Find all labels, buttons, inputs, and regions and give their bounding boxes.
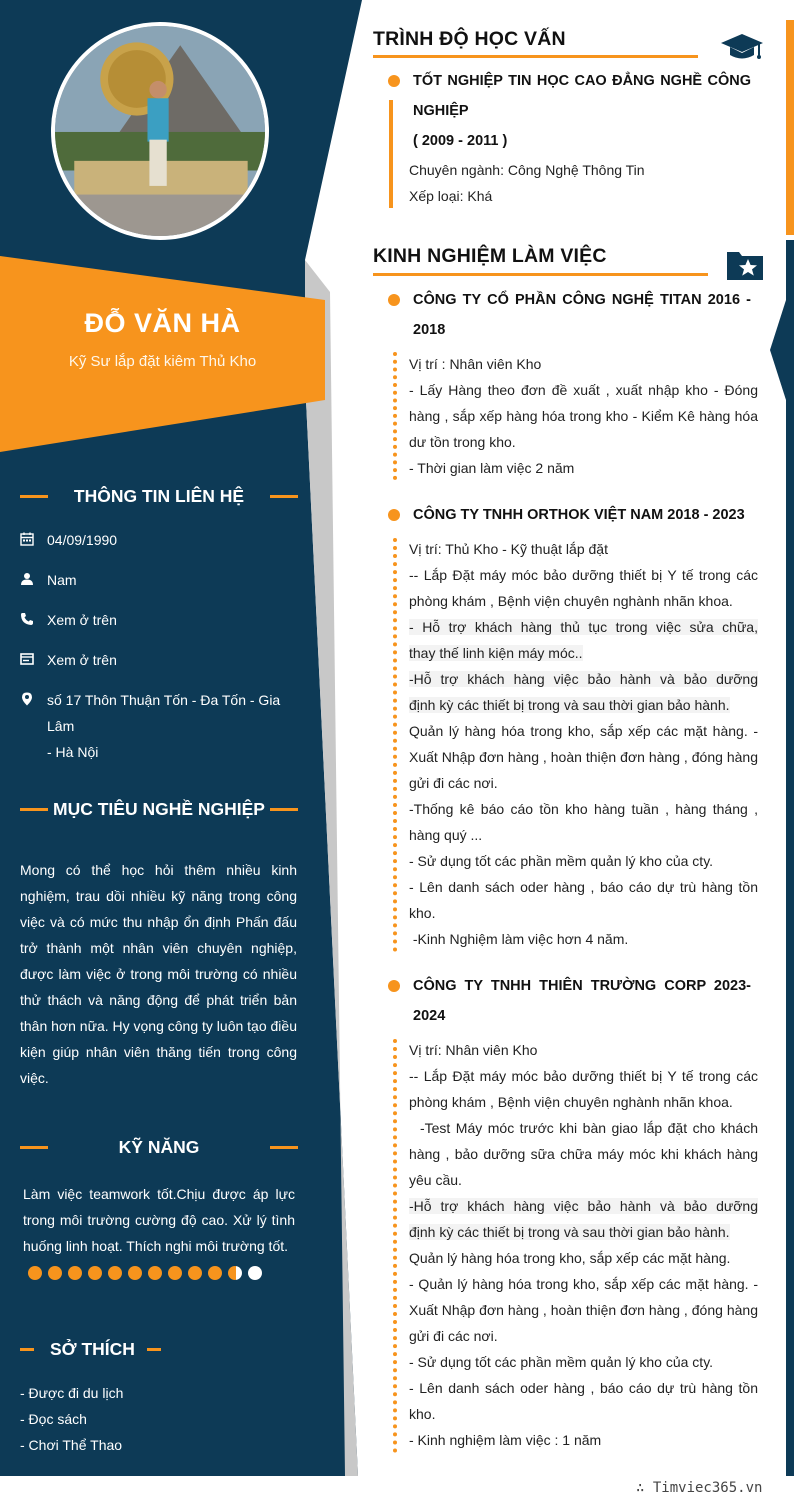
skill-dot: [28, 1266, 42, 1280]
skill-dot: [108, 1266, 122, 1280]
education-bullet: [388, 75, 400, 87]
skills-text: Làm việc teamwork tốt.Chịu được áp lực trong môi trường cường độ cao. Xử lý tình huống linh hoạt. Thích nghi môi trường tốt.: [23, 1186, 295, 1254]
skill-dot: [148, 1266, 162, 1280]
job-3-line: -- Lắp Đặt máy móc bảo dưỡng thiết bị Y tế trong các: [409, 1068, 758, 1084]
job-1-line: - Lấy Hàng theo đơn đề xuất , xuất nhập kho - Đóng: [409, 382, 758, 398]
phone-icon: [20, 607, 47, 633]
job-2-line: thay thế linh kiện máy móc..: [409, 645, 583, 661]
job-2-line: Vị trí: Thủ Kho - Kỹ thuật lắp đặt: [409, 541, 608, 557]
education-underline: [373, 55, 698, 58]
skill-dot: [208, 1266, 222, 1280]
hobbies-heading: SỞ THÍCH: [20, 1337, 298, 1361]
job-2-bullet: [388, 509, 400, 521]
job-3-line: Vị trí: Nhân viên Kho: [409, 1042, 538, 1058]
job-1-bullet: [388, 294, 400, 306]
job-2-line: -Hỗ trợ khách hàng việc bảo hành và bảo dưỡng: [409, 671, 758, 687]
education-bar: [389, 100, 393, 208]
contact-phone: Xem ở trên: [20, 607, 310, 633]
contact-address: số 17 Thôn Thuận Tốn - Đa Tốn - Gia Lâm - Hà Nội: [20, 687, 310, 765]
job-1-line: hàng , sắp xếp hàng hóa trong kho - Kiểm Kê hàng hóa: [409, 408, 758, 424]
job-2-line: phòng khám , Bệnh viện chuyên nghành nhãn khoa.: [409, 593, 733, 609]
job-1-line: Vị trí : Nhân viên Kho: [409, 356, 542, 372]
job-3-line: - Lên danh sách oder hàng , báo cáo dự trù hàng tồn: [409, 1380, 758, 1396]
candidate-role: Kỹ Sư lắp đặt kiêm Thủ Kho: [68, 353, 257, 370]
job-2-line: kho.: [409, 905, 436, 921]
contact-gender: Nam: [20, 567, 310, 593]
job-2-timeline: [393, 538, 397, 952]
skill-dot: [48, 1266, 62, 1280]
job-3-line: yêu cầu.: [409, 1172, 462, 1188]
contact-birthday: 04/09/1990: [20, 527, 310, 553]
job-2-line: định kỳ các thiết bị trong và sau thời gian bảo hành.: [409, 697, 730, 713]
profile-photo: [51, 22, 269, 240]
contact-heading: THÔNG TIN LIÊN HỆ: [20, 484, 298, 508]
job-2-line: Xuất Nhập đơn hàng , hoàn thiện đơn hàng , đóng hàng: [409, 749, 758, 765]
job-2-line: - Hỗ trợ khách hàng thủ tục trong việc sửa chữa,: [409, 619, 758, 635]
experience-heading: KINH NGHIỆM LÀM VIỆC: [373, 245, 607, 267]
job-3-line: hàng , bảo dưỡng sữa chữa máy móc khi khách hàng: [409, 1146, 758, 1162]
candidate-name: ĐỖ VĂN HÀ: [84, 308, 241, 338]
job-2-line: -Thống kê báo cáo tồn kho hàng tuần , hàng tháng ,: [409, 801, 758, 817]
job-3-line: - Kinh nghiệm làm việc : 1 năm: [409, 1432, 602, 1448]
job-2-line: - Sử dụng tốt các phần mềm quản lý kho của cty.: [409, 853, 714, 869]
job-1-title: CÔNG TY CỔ PHẦN CÔNG NGHỆ TITAN 2016 - 2018: [413, 292, 751, 338]
job-2-line: gửi đi các nơi.: [409, 775, 498, 791]
job-1-line: - Thời gian làm việc 2 năm: [409, 460, 575, 476]
job-3-line: Xuất Nhập đơn hàng , hoàn thiện đơn hàng , đóng hàng: [409, 1302, 758, 1318]
hobby-item: - Đọc sách: [20, 1411, 87, 1427]
job-2-line: - Lên danh sách oder hàng , báo cáo dự trù hàng tồn: [409, 879, 758, 895]
experience-underline: [373, 273, 708, 276]
job-3-timeline: [393, 1039, 397, 1453]
job-3-bullet: [388, 980, 400, 992]
hobby-item: - Chơi Thể Thao: [20, 1437, 123, 1453]
email-icon: [20, 647, 47, 673]
person-icon: [20, 567, 47, 593]
job-3-line: -Hỗ trợ khách hàng việc bảo hành và bảo dưỡng: [409, 1198, 758, 1214]
job-2-line: -- Lắp Đặt máy móc bảo dưỡng thiết bị Y tế trong các: [409, 567, 758, 583]
skills-heading: KỸ NĂNG: [20, 1135, 298, 1159]
skill-dot: [188, 1266, 202, 1280]
timviec-logo: ∴ Timviec365.vn: [636, 1480, 763, 1496]
education-grade: Xếp loại: Khá: [409, 188, 493, 204]
skill-dot: [128, 1266, 142, 1280]
job-2-title: CÔNG TY TNHH ORTHOK VIỆT NAM 2018 - 2023: [413, 507, 745, 523]
job-1-line: dư tồn trong kho.: [409, 434, 516, 450]
hobby-item: - Được đi du lịch: [20, 1385, 124, 1401]
graduation-cap-icon: [720, 32, 764, 64]
skill-dot: [248, 1266, 262, 1280]
education-title: TỐT NGHIỆP TIN HỌC CAO ĐẲNG NGHỀ CÔNG NGHIỆP ( 2009 - 2011 ): [413, 73, 751, 149]
job-3-line: -Test Máy móc trước khi bàn giao lắp đặt cho khách: [409, 1120, 758, 1136]
skill-dot: [168, 1266, 182, 1280]
objective-heading: MỤC TIÊU NGHỀ NGHIỆP: [20, 797, 298, 821]
education-major: Chuyên ngành: Công Nghệ Thông Tin: [409, 162, 645, 178]
job-3-line: kho.: [409, 1406, 436, 1422]
job-2-line: hàng quý ...: [409, 827, 483, 843]
job-1-timeline: [393, 352, 397, 480]
skill-dot: [228, 1266, 242, 1280]
job-2-line: -Kinh Nghiệm làm việc hơn 4 năm.: [409, 931, 629, 947]
job-3-line: - Quản lý hàng hóa trong kho, sắp xếp các mặt hàng. -: [409, 1276, 758, 1292]
objective-text: Mong có thể học hỏi thêm nhiều kinh nghiệm, trau dồi nhiều kỹ năng trong công việc và có mức thu nhập ổn định Phấn đấu trở thành một nhân viên chuyên nghiệp, được làm việc ở trong môi trường có nhiều thử thách và năng động để phát triển bản thân hơn nữa. Hy vọng công ty luôn tạo điều kiện giúp nhân viên thăng tiến trong công việc.: [20, 862, 297, 1086]
name-banner: [0, 308, 325, 370]
job-3-line: Quản lý hàng hóa trong kho, sắp xếp các mặt hàng.: [409, 1250, 731, 1266]
job-3-title: CÔNG TY TNHH THIÊN TRƯỜNG CORP 2023- 2024: [413, 978, 751, 1024]
job-3-line: - Sử dụng tốt các phần mềm quản lý kho của cty.: [409, 1354, 714, 1370]
job-3-line: phòng khám , Bệnh viện chuyên nghành nhãn khoa.: [409, 1094, 733, 1110]
skill-dot: [68, 1266, 82, 1280]
job-3-line: định kỳ các thiết bị trong và sau thời gian bảo hành.: [409, 1224, 730, 1240]
skill-dot: [88, 1266, 102, 1280]
map-pin-icon: [20, 687, 47, 765]
contact-email: Xem ở trên: [20, 647, 310, 673]
skill-rating-dots: [28, 1266, 262, 1280]
job-3-line: gửi đi các nơi.: [409, 1328, 498, 1344]
calendar-icon: [20, 527, 47, 553]
education-heading: TRÌNH ĐỘ HỌC VẤN: [373, 28, 566, 50]
job-2-line: Quản lý hàng hóa trong kho, sắp xếp các mặt hàng. -: [409, 723, 758, 739]
folder-star-icon: [725, 248, 765, 282]
